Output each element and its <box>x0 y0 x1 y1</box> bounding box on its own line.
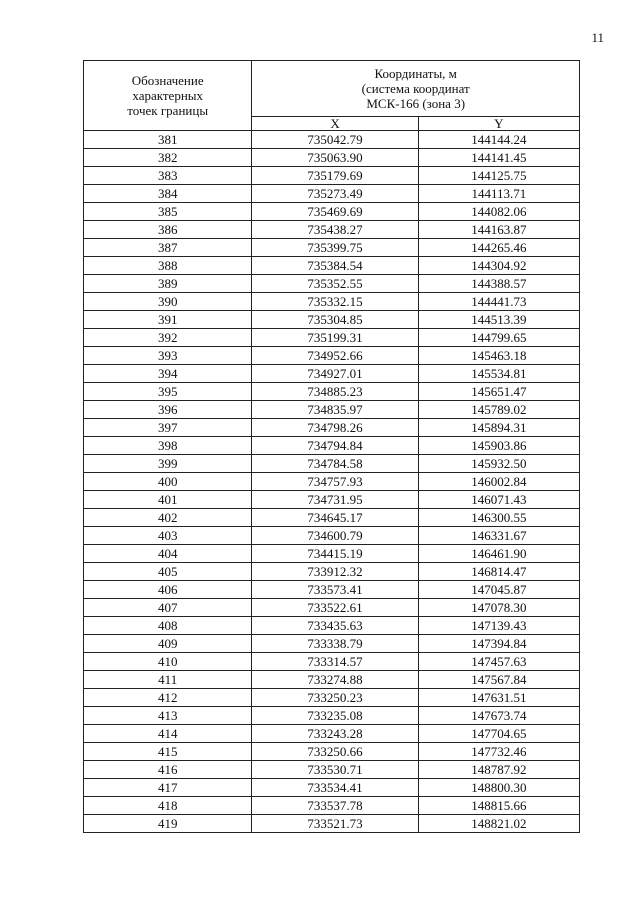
table-row <box>84 581 580 599</box>
point-cell: 385 <box>84 203 252 221</box>
x-cell: 735304.85 <box>252 311 418 329</box>
y-cell: 145463.18 <box>418 347 579 365</box>
x-cell: 733314.57 <box>252 653 418 671</box>
x-cell: 733250.66 <box>252 743 418 761</box>
x-cell: 734757.93 <box>252 473 418 491</box>
table-row <box>84 455 580 473</box>
point-cell: 395 <box>84 383 252 401</box>
x-cell: 735063.90 <box>252 149 418 167</box>
table-row <box>84 707 580 725</box>
point-cell: 406 <box>84 581 252 599</box>
table-row <box>84 419 580 437</box>
y-column-header: Y <box>418 117 579 131</box>
x-cell: 734835.97 <box>252 401 418 419</box>
y-cell: 147394.84 <box>418 635 579 653</box>
y-cell: 145534.81 <box>418 365 579 383</box>
y-cell: 147078.30 <box>418 599 579 617</box>
point-cell: 415 <box>84 743 252 761</box>
point-cell: 397 <box>84 419 252 437</box>
y-cell: 144144.24 <box>418 131 579 149</box>
y-cell: 147457.63 <box>418 653 579 671</box>
point-cell: 396 <box>84 401 252 419</box>
point-cell: 409 <box>84 635 252 653</box>
x-cell: 735179.69 <box>252 167 418 185</box>
x-cell: 734415.19 <box>252 545 418 563</box>
y-cell: 147704.65 <box>418 725 579 743</box>
table-row <box>84 527 580 545</box>
page-number: 11 <box>591 30 604 45</box>
y-cell: 144113.71 <box>418 185 579 203</box>
table-body <box>84 131 580 833</box>
x-cell: 734927.01 <box>252 365 418 383</box>
table-row <box>84 815 580 833</box>
y-cell: 146002.84 <box>418 473 579 491</box>
y-cell: 144388.57 <box>418 275 579 293</box>
table-header <box>84 61 580 131</box>
point-header-line-3: точек границы <box>127 103 209 118</box>
x-cell: 733534.41 <box>252 779 418 797</box>
x-cell: 733573.41 <box>252 581 418 599</box>
x-cell: 733235.08 <box>252 707 418 725</box>
table-row <box>84 149 580 167</box>
y-cell: 146071.43 <box>418 491 579 509</box>
table-row <box>84 347 580 365</box>
table-row <box>84 257 580 275</box>
y-cell: 148821.02 <box>418 815 579 833</box>
table-row <box>84 293 580 311</box>
x-cell: 735352.55 <box>252 275 418 293</box>
table-row <box>84 167 580 185</box>
point-designation-header <box>84 61 252 131</box>
x-cell: 735438.27 <box>252 221 418 239</box>
x-cell: 734600.79 <box>252 527 418 545</box>
x-cell: 735384.54 <box>252 257 418 275</box>
x-cell: 734798.26 <box>252 419 418 437</box>
y-cell: 144513.39 <box>418 311 579 329</box>
point-header-line-1: Обозначение <box>131 73 204 88</box>
y-cell: 148815.66 <box>418 797 579 815</box>
y-cell: 147567.84 <box>418 671 579 689</box>
coordinates-header <box>252 61 580 117</box>
table-row <box>84 131 580 149</box>
point-cell: 388 <box>84 257 252 275</box>
x-cell: 733250.23 <box>252 689 418 707</box>
point-cell: 391 <box>84 311 252 329</box>
x-cell: 735469.69 <box>252 203 418 221</box>
y-cell: 147045.87 <box>418 581 579 599</box>
table-row <box>84 239 580 257</box>
x-cell: 734645.17 <box>252 509 418 527</box>
y-cell: 146300.55 <box>418 509 579 527</box>
table-row <box>84 185 580 203</box>
point-cell: 382 <box>84 149 252 167</box>
x-cell: 733435.63 <box>252 617 418 635</box>
point-cell: 418 <box>84 797 252 815</box>
x-cell: 733521.73 <box>252 815 418 833</box>
y-cell: 147732.46 <box>418 743 579 761</box>
y-cell: 145651.47 <box>418 383 579 401</box>
point-cell: 399 <box>84 455 252 473</box>
table-row <box>84 491 580 509</box>
y-cell: 144441.73 <box>418 293 579 311</box>
x-cell: 733338.79 <box>252 635 418 653</box>
table-row <box>84 275 580 293</box>
y-cell: 146461.90 <box>418 545 579 563</box>
x-cell: 734794.84 <box>252 437 418 455</box>
y-cell: 145789.02 <box>418 401 579 419</box>
table-row <box>84 671 580 689</box>
y-cell: 146331.67 <box>418 527 579 545</box>
x-cell: 733530.71 <box>252 761 418 779</box>
y-cell: 147631.51 <box>418 689 579 707</box>
coordinates-table <box>83 60 580 833</box>
y-cell: 147139.43 <box>418 617 579 635</box>
x-cell: 733243.28 <box>252 725 418 743</box>
table-row <box>84 563 580 581</box>
point-cell: 408 <box>84 617 252 635</box>
y-cell: 145894.31 <box>418 419 579 437</box>
y-cell: 147673.74 <box>418 707 579 725</box>
x-cell: 734952.66 <box>252 347 418 365</box>
x-cell: 733912.32 <box>252 563 418 581</box>
point-cell: 401 <box>84 491 252 509</box>
point-cell: 413 <box>84 707 252 725</box>
coord-header-line-1: Координаты, м <box>374 66 457 81</box>
y-cell: 146814.47 <box>418 563 579 581</box>
table-row <box>84 725 580 743</box>
table-row <box>84 221 580 239</box>
point-cell: 394 <box>84 365 252 383</box>
table-row <box>84 383 580 401</box>
point-cell: 404 <box>84 545 252 563</box>
table-row <box>84 653 580 671</box>
point-cell: 400 <box>84 473 252 491</box>
point-cell: 393 <box>84 347 252 365</box>
point-cell: 417 <box>84 779 252 797</box>
x-cell: 733274.88 <box>252 671 418 689</box>
y-cell: 144265.46 <box>418 239 579 257</box>
x-cell: 734731.95 <box>252 491 418 509</box>
table-row <box>84 329 580 347</box>
y-cell: 144799.65 <box>418 329 579 347</box>
table-row <box>84 437 580 455</box>
point-cell: 387 <box>84 239 252 257</box>
table-row <box>84 203 580 221</box>
table-row <box>84 743 580 761</box>
x-cell: 735273.49 <box>252 185 418 203</box>
y-cell: 145903.86 <box>418 437 579 455</box>
point-cell: 412 <box>84 689 252 707</box>
point-cell: 398 <box>84 437 252 455</box>
point-cell: 389 <box>84 275 252 293</box>
point-cell: 411 <box>84 671 252 689</box>
table-row <box>84 599 580 617</box>
x-cell: 735042.79 <box>252 131 418 149</box>
point-cell: 384 <box>84 185 252 203</box>
table-row <box>84 689 580 707</box>
point-header-line-2: характерных <box>132 88 204 103</box>
x-cell: 735399.75 <box>252 239 418 257</box>
table-row <box>84 761 580 779</box>
x-cell: 734885.23 <box>252 383 418 401</box>
table-row <box>84 365 580 383</box>
y-cell: 148787.92 <box>418 761 579 779</box>
y-cell: 144082.06 <box>418 203 579 221</box>
coord-header-line-3: МСК-166 (зона 3) <box>366 96 466 111</box>
y-cell: 144163.87 <box>418 221 579 239</box>
table-row <box>84 473 580 491</box>
point-cell: 383 <box>84 167 252 185</box>
point-cell: 407 <box>84 599 252 617</box>
point-cell: 405 <box>84 563 252 581</box>
point-cell: 414 <box>84 725 252 743</box>
header-row-top <box>84 61 580 117</box>
y-cell: 144141.45 <box>418 149 579 167</box>
point-cell: 403 <box>84 527 252 545</box>
y-cell: 148800.30 <box>418 779 579 797</box>
point-cell: 381 <box>84 131 252 149</box>
point-cell: 386 <box>84 221 252 239</box>
table-row <box>84 635 580 653</box>
table-row <box>84 797 580 815</box>
table-row <box>84 617 580 635</box>
coord-header-line-2: (система координат <box>361 81 470 96</box>
point-cell: 390 <box>84 293 252 311</box>
table-row <box>84 545 580 563</box>
table-row <box>84 401 580 419</box>
table-row <box>84 779 580 797</box>
x-cell: 733522.61 <box>252 599 418 617</box>
y-cell: 144304.92 <box>418 257 579 275</box>
point-cell: 410 <box>84 653 252 671</box>
x-cell: 734784.58 <box>252 455 418 473</box>
point-cell: 416 <box>84 761 252 779</box>
point-cell: 402 <box>84 509 252 527</box>
table-row <box>84 311 580 329</box>
x-cell: 735199.31 <box>252 329 418 347</box>
y-cell: 145932.50 <box>418 455 579 473</box>
x-column-header: X <box>252 117 418 131</box>
x-cell: 733537.78 <box>252 797 418 815</box>
x-cell: 735332.15 <box>252 293 418 311</box>
table-row <box>84 509 580 527</box>
y-cell: 144125.75 <box>418 167 579 185</box>
point-cell: 419 <box>84 815 252 833</box>
point-cell: 392 <box>84 329 252 347</box>
